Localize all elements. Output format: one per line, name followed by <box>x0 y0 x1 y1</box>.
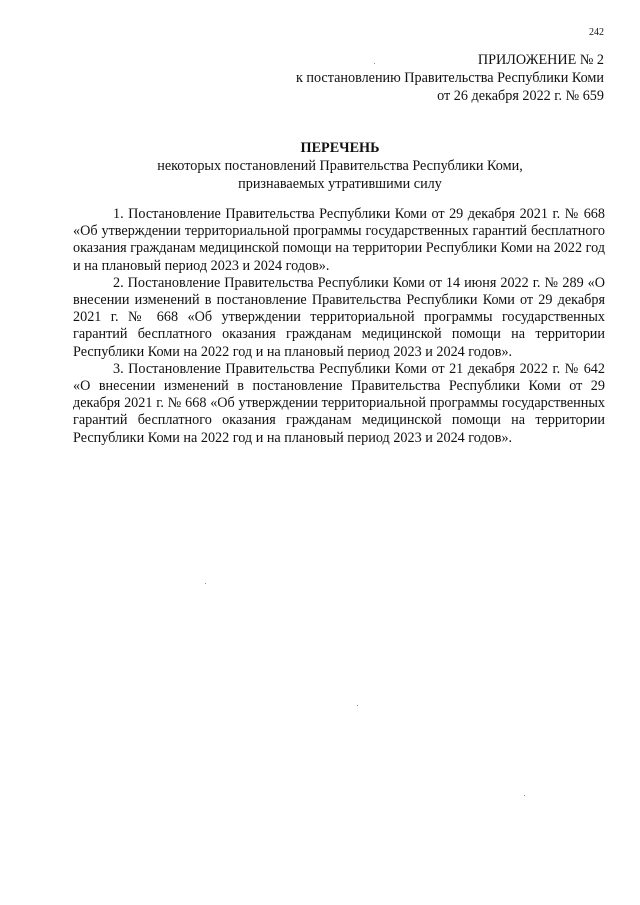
document-body <box>73 206 605 447</box>
scan-speck <box>524 795 525 796</box>
appendix-header <box>0 51 604 105</box>
scan-speck <box>374 63 375 64</box>
document-title-block <box>0 139 640 193</box>
list-item: 3. Постановление Правительства Республики Коми от 21 декабря 2022 г. № 642 «О внесении изменений в постановление Правительства Республики Коми от 29 декабря 2021 г. № 668 «Об утверждении территориальной программы государственных гарантий бесплатного оказания гражданам медицинской помощи на территории Республики Коми на 2022 год и на плановый период 2023 и 2024 годов». <box>73 360 605 446</box>
list-item: 2. Постановление Правительства Республики Коми от 14 июня 2022 г. № 289 «О внесении изменений в постановление Правительства Республики Коми от 29 декабря 2021 г. № 668 «Об утверждении территориальной программы государственных гарантий бесплатного оказания гражданам медицинской помощи на территории Республики Коми на 2022 год и на плановый период 2023 и 2024 годов». <box>73 274 605 360</box>
list-item: 1. Постановление Правительства Республики Коми от 29 декабря 2021 г. № 668 «Об утверждении территориальной программы государственных гарантий бесплатного оказания гражданам медицинской помощи на территории Республики Коми на 2022 год и на плановый период 2023 и 2024 годов». <box>73 206 605 274</box>
appendix-number: ПРИЛОЖЕНИЕ № 2 <box>477 52 604 68</box>
appendix-reference: к постановлению Правительства Республики Коми <box>295 70 604 86</box>
appendix-date: от 26 декабря 2022 г. № 659 <box>437 88 604 104</box>
document-title: ПЕРЕЧЕНЬ <box>300 140 380 156</box>
scan-speck <box>357 705 358 706</box>
document-subtitle: некоторых постановлений Правительства Республики Коми, признаваемых утратившими силу <box>157 158 523 192</box>
scan-speck <box>205 583 206 584</box>
page-number: 242 <box>589 27 604 38</box>
